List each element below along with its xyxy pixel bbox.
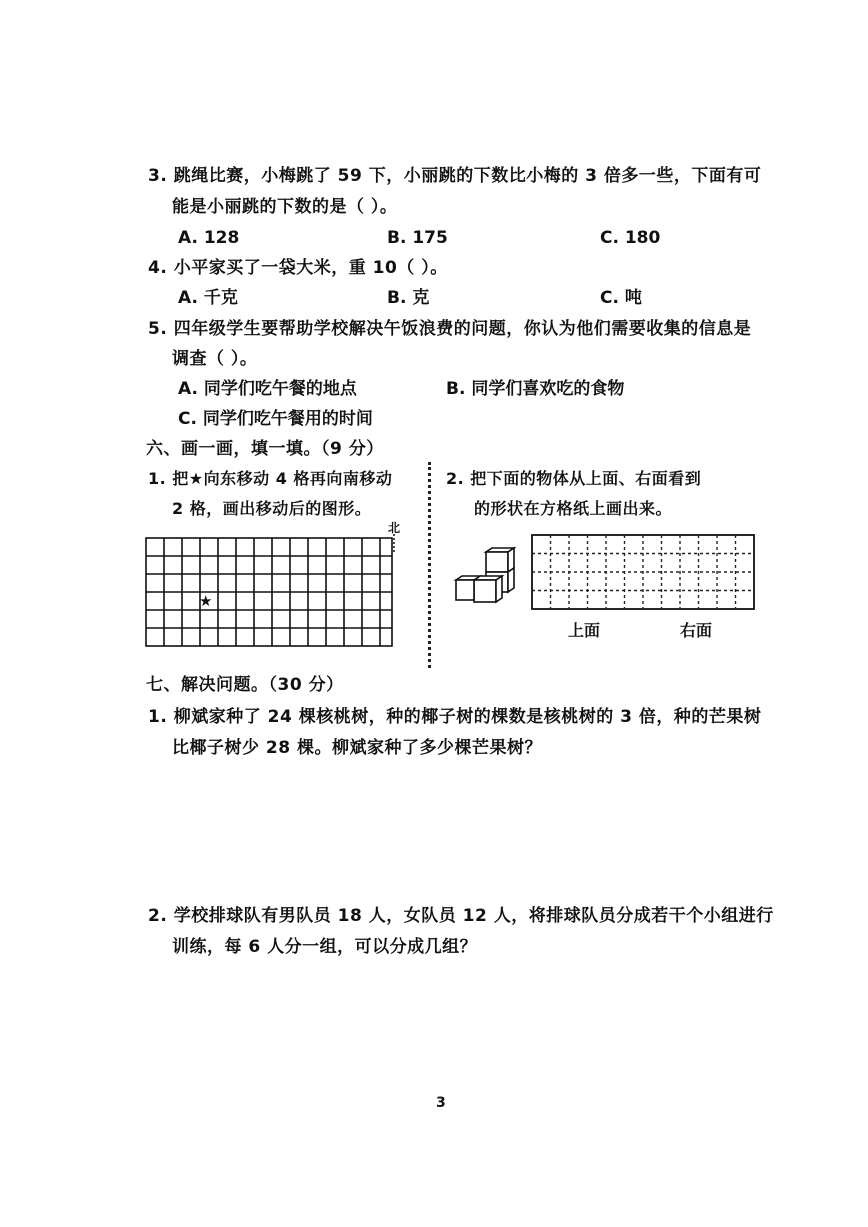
section6-title: 六、画一画，填一填。（9 分） bbox=[146, 439, 384, 459]
section6-q2-line1: 2. 把下面的物体从上面、右面看到 bbox=[446, 469, 702, 488]
q5-line2: 调查（ ）。 bbox=[172, 349, 258, 369]
label-top-view: 上面 bbox=[568, 621, 601, 640]
section7-title: 七、解决问题。（30 分） bbox=[146, 675, 344, 695]
q5-option-a: A. 同学们吃午餐的地点 bbox=[178, 379, 357, 399]
page-number: 3 bbox=[436, 1095, 446, 1111]
movement-grid[interactable] bbox=[140, 518, 402, 650]
star-icon: ★ bbox=[199, 592, 213, 610]
q3-line2: 能是小丽跳的下数的是（ ）。 bbox=[172, 197, 398, 217]
section6-q2-line2: 的形状在方格纸上画出来。 bbox=[474, 499, 673, 518]
q4-option-a: A. 千克 bbox=[178, 288, 238, 308]
q4-option-c: C. 吨 bbox=[600, 288, 642, 308]
q5-option-b: B. 同学们喜欢吃的食物 bbox=[446, 379, 625, 399]
section7-problem1-line1: 1. 柳斌家种了 24 棵核桃树，种的椰子树的棵数是核桃树的 3 倍，种的芒果树 bbox=[148, 707, 762, 727]
section6-q1-line2: 2 格，画出移动后的图形。 bbox=[172, 499, 372, 518]
section7-problem2-line1: 2. 学校排球队有男队员 18 人，女队员 12 人，将排球队员分成若干个小组进行 bbox=[148, 906, 774, 926]
north-label: 北 bbox=[388, 521, 401, 535]
drawing-grid[interactable] bbox=[530, 533, 758, 613]
q3-option-c: C. 180 bbox=[600, 228, 661, 248]
section-divider bbox=[428, 462, 431, 668]
q4-line1: 4. 小平家买了一袋大米，重 10（ ）。 bbox=[148, 258, 448, 278]
cube-object-figure bbox=[452, 546, 524, 610]
section7-problem1-line2: 比椰子树少 28 棵。柳斌家种了多少棵芒果树？ bbox=[172, 738, 542, 758]
q5-line1: 5. 四年级学生要帮助学校解决午饭浪费的问题，你认为他们需要收集的信息是 bbox=[148, 319, 752, 339]
q3-option-b: B. 175 bbox=[387, 228, 448, 248]
label-right-view: 右面 bbox=[680, 621, 713, 640]
q3-line1: 3. 跳绳比赛，小梅跳了 59 下，小丽跳的下数比小梅的 3 倍多一些，下面有可 bbox=[148, 166, 762, 186]
section6-q1-line1: 1. 把★向东移动 4 格再向南移动 bbox=[148, 469, 393, 488]
section7-problem2-line2: 训练，每 6 人分一组，可以分成几组？ bbox=[172, 937, 478, 957]
q3-option-a: A. 128 bbox=[178, 228, 240, 248]
q4-option-b: B. 克 bbox=[387, 288, 430, 308]
q5-option-c: C. 同学们吃午餐用的时间 bbox=[178, 409, 373, 429]
